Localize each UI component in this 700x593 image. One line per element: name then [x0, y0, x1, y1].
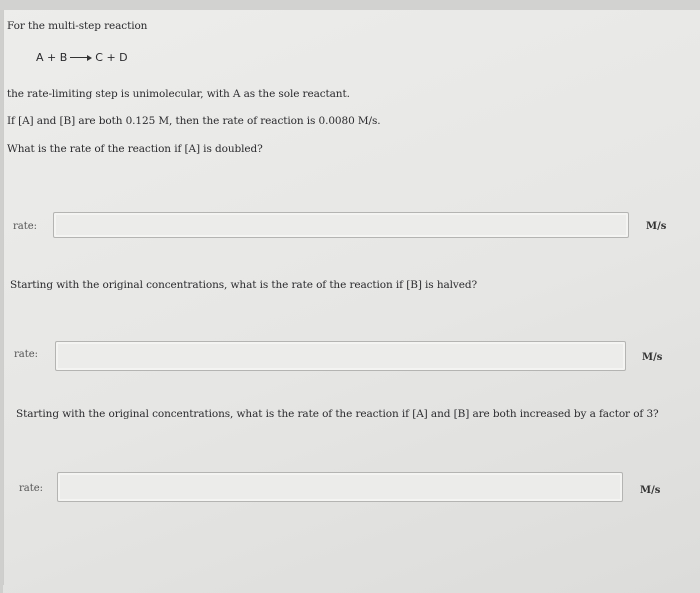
- question-2-prompt: Starting with the original concentrations, what is the rate of the reaction if [B] is halved?: [10, 279, 478, 291]
- question-3-rate-input[interactable]: [57, 472, 623, 502]
- question-3-unit: M/s: [640, 485, 661, 496]
- question-2-rate-label: rate:: [14, 349, 39, 360]
- question-1-rate-input[interactable]: [53, 212, 629, 238]
- question-1-prompt: What is the rate of the reaction if [A] is doubled?: [7, 143, 263, 155]
- question-2-unit: M/s: [642, 352, 663, 363]
- info-line-2: If [A] and [B] are both 0.125 M, then the rate of reaction is 0.0080 M/s.: [7, 115, 381, 127]
- reactants: A + B: [36, 51, 68, 64]
- question-3-rate-label: rate:: [19, 483, 44, 494]
- question-3-prompt: Starting with the original concentrations, what is the rate of the reaction if [A] and [B] are both increased by a factor of 3?: [16, 408, 659, 420]
- question-1-unit: M/s: [646, 221, 667, 232]
- question-1-rate-label: rate:: [13, 221, 38, 232]
- right-arrow-icon: [70, 54, 92, 62]
- products: C + D: [95, 51, 128, 64]
- intro-text: For the multi-step reaction: [7, 20, 148, 32]
- info-line-1: the rate-limiting step is unimolecular, with A as the sole reactant.: [7, 88, 350, 100]
- reaction-equation: [36, 51, 128, 64]
- question-2-rate-input[interactable]: [55, 341, 626, 371]
- top-border: [0, 0, 700, 10]
